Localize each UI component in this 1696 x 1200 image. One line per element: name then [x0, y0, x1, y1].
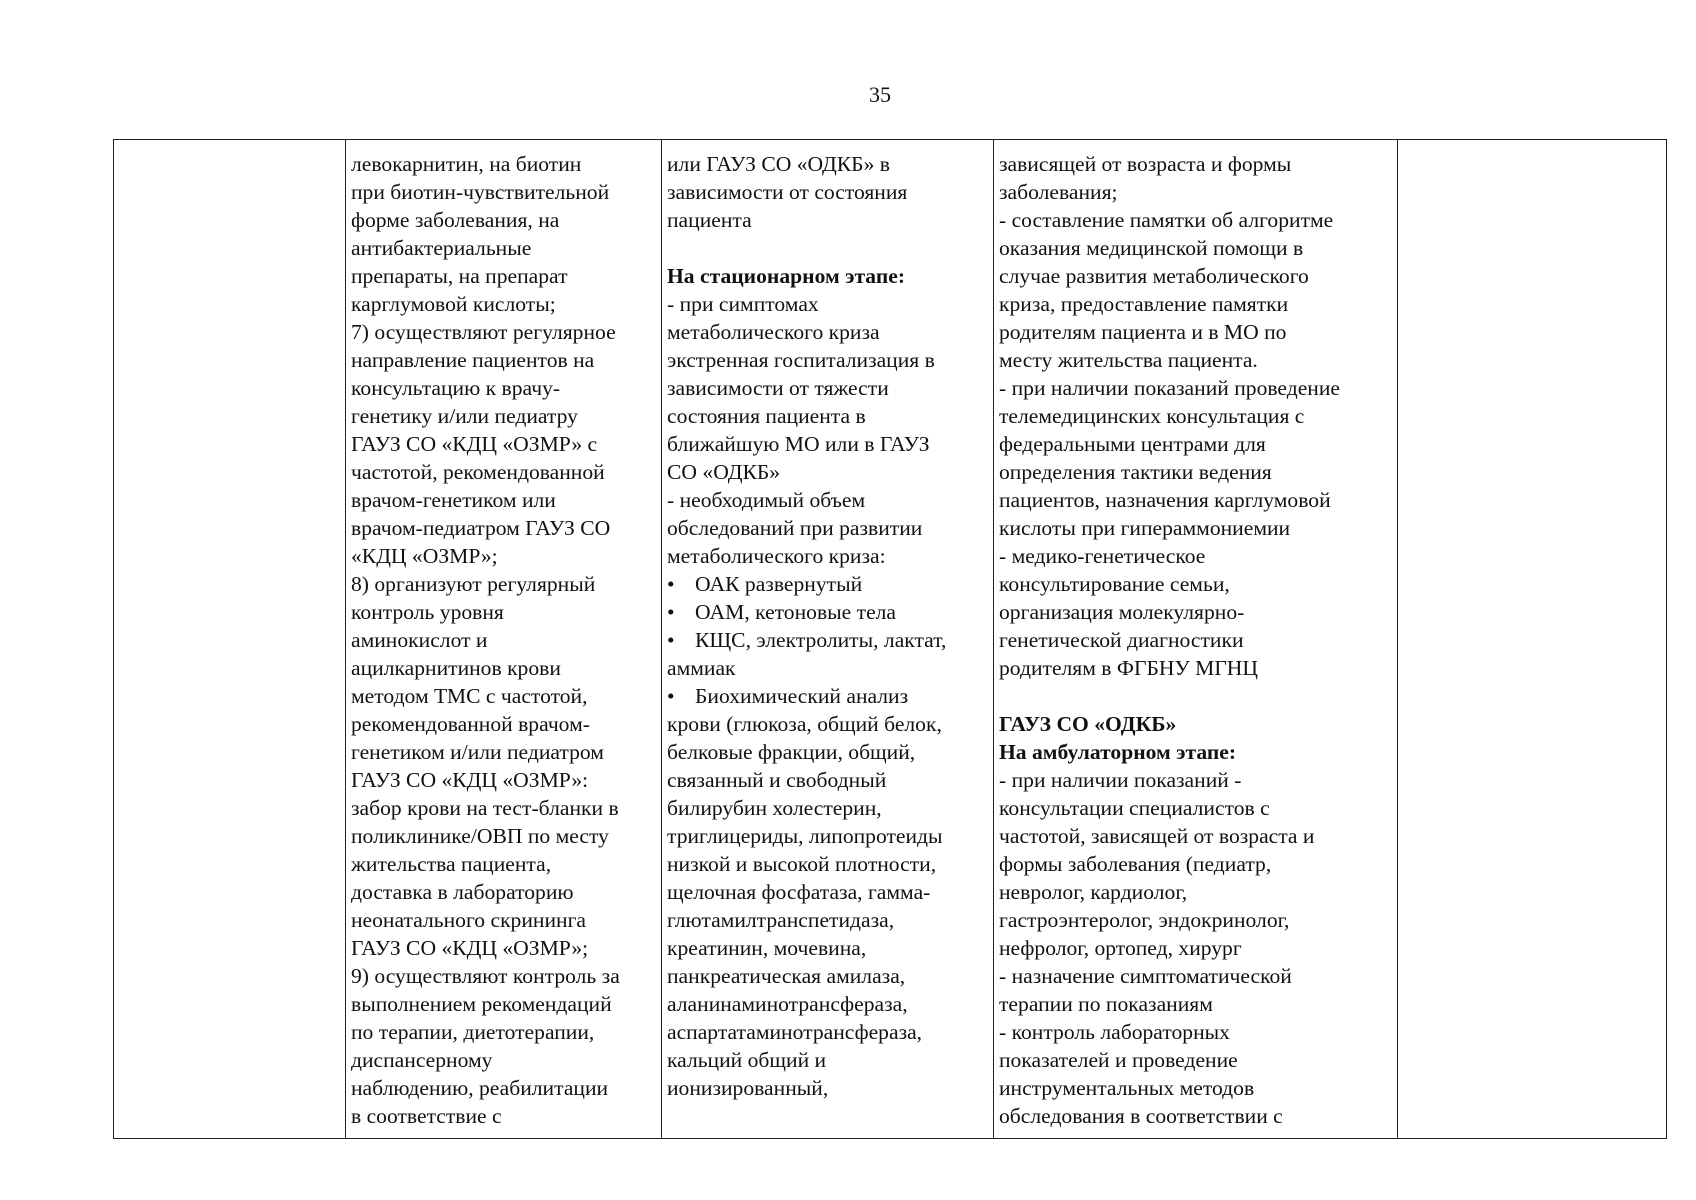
text-line: аспартатаминотрансфераза,: [667, 1020, 923, 1044]
text-line: - при симптомах: [667, 292, 819, 316]
list-item: • КЩС, электролиты, лактат,: [667, 628, 947, 652]
section-heading-odkb: ГАУЗ СО «ОДКБ»: [999, 712, 1177, 736]
text-line: направление пациентов на: [351, 348, 595, 372]
text-line: телемедицинских консультация с: [999, 404, 1305, 428]
text-line: криза, предоставление памятки: [999, 292, 1289, 316]
text-line: - медико-генетическое: [999, 544, 1206, 568]
text-line: случае развития метаболического: [999, 264, 1309, 288]
bullet-icon: •: [667, 628, 675, 652]
text-line: родителям пациента и в МО по: [999, 320, 1287, 344]
section-heading-inpatient: На стационарном этапе:: [667, 264, 906, 288]
bullet-icon: •: [667, 572, 675, 596]
text-line: ГАУЗ СО «КДЦ «ОЗМР»;: [351, 936, 589, 960]
text-line: выполнением рекомендаций: [351, 992, 612, 1016]
text-line: - назначение симптоматической: [999, 964, 1292, 988]
text-line: глютамилтранспетидаза,: [667, 908, 895, 932]
text-line: показателей и проведение: [999, 1048, 1238, 1072]
text-line: панкреатическая амилаза,: [667, 964, 906, 988]
text-line: обследования в соответствии с: [999, 1104, 1283, 1128]
text-line: «КДЦ «ОЗМР»;: [351, 544, 498, 568]
text-line: консультации специалистов с: [999, 796, 1270, 820]
text-line: метаболического криза:: [667, 544, 886, 568]
list-item: • ОАМ, кетоновые тела: [667, 600, 897, 624]
text-line: наблюдению, реабилитации: [351, 1076, 609, 1100]
text-line: связанный и свободный: [667, 768, 887, 792]
text-line: в соответствие с: [351, 1104, 502, 1128]
text-line: инструментальных методов: [999, 1076, 1255, 1100]
text-line: жительства пациента,: [351, 852, 552, 876]
text-line: консультацию к врачу-: [351, 376, 561, 400]
text-line: неонатального скрининга: [351, 908, 587, 932]
text-line: левокарнитин, на биотин: [351, 152, 582, 176]
text-line: - необходимый объем: [667, 488, 866, 512]
text-line: контроль уровня: [351, 600, 504, 624]
text-line: врачом-педиатром ГАУЗ СО: [351, 516, 611, 540]
table-cell-col1: [114, 140, 346, 1139]
text-line: аминокислот и: [351, 628, 488, 652]
text-line: щелочная фосфатаза, гамма-: [667, 880, 931, 904]
page-number: 35: [869, 82, 891, 107]
text-line: метаболического криза: [667, 320, 880, 344]
text-line: кислоты при гипераммониемии: [999, 516, 1291, 540]
table-cell-col5: [1398, 140, 1667, 1139]
text-line: ГАУЗ СО «КДЦ «ОЗМР»:: [351, 768, 589, 792]
text-line: билирубин холестерин,: [667, 796, 882, 820]
text-line: - составление памятки об алгоритме: [999, 208, 1334, 232]
text-line: крови (глюкоза, общий белок,: [667, 712, 942, 736]
text-line: диспансерному: [351, 1048, 493, 1072]
table-cell-col3: [662, 140, 994, 1139]
text-line: ионизированный,: [667, 1076, 829, 1100]
text-line: карглумовой кислоты;: [351, 292, 556, 316]
text-line: экстренная госпитализация в: [667, 348, 935, 372]
text-line: генетической диагностики: [999, 628, 1244, 652]
text-line: федеральными центрами для: [999, 432, 1266, 456]
document-table: [113, 139, 1667, 1139]
text-line: гастроэнтеролог, эндокринолог,: [999, 908, 1290, 932]
text-line: креатинин, мочевина,: [667, 936, 867, 960]
text-line: триглицериды, липопротеиды: [667, 824, 943, 848]
text-line: по терапии, диетотерапии,: [351, 1020, 595, 1044]
text-line: - при наличии показаний проведение: [999, 376, 1340, 400]
text-line: забор крови на тест-бланки в: [351, 796, 619, 820]
text-line: 7) осуществляют регулярное: [351, 320, 616, 344]
text-line: форме заболевания, на: [351, 208, 560, 232]
text-line: методом ТМС с частотой,: [351, 684, 588, 708]
text-line: организация молекулярно-: [999, 600, 1245, 624]
text-line: низкой и высокой плотности,: [667, 852, 937, 876]
text-line: ближайшую МО или в ГАУЗ: [667, 432, 930, 456]
text-line: заболевания;: [999, 180, 1118, 204]
text-line: 8) организуют регулярный: [351, 572, 596, 596]
text-line: препараты, на препарат: [351, 264, 568, 288]
text-line: рекомендованной врачом-: [351, 712, 590, 736]
text-line: невролог, кардиолог,: [999, 880, 1188, 904]
table-cell-col2: [346, 140, 662, 1139]
text-line: кальций общий и: [667, 1048, 827, 1072]
text-line: обследований при развитии: [667, 516, 923, 540]
list-item: • ОАК развернутый: [667, 572, 863, 596]
text-line: определения тактики ведения: [999, 460, 1272, 484]
text-line: при биотин-чувствительной: [351, 180, 610, 204]
text-line: аланинаминотрансфераза,: [667, 992, 908, 1016]
text-line: белковые фракции, общий,: [667, 740, 916, 764]
list-item: • Биохимический анализ: [667, 684, 909, 708]
text-line: пациентов, назначения карглумовой: [999, 488, 1331, 512]
text-line: частотой, зависящей от возраста и: [999, 824, 1315, 848]
text-line: врачом-генетиком или: [351, 488, 556, 512]
text-line: поликлинике/ОВП по месту: [351, 824, 609, 848]
bullet-icon: •: [667, 684, 675, 708]
text-line: - контроль лабораторных: [999, 1020, 1230, 1044]
text-line: доставка в лабораторию: [351, 880, 574, 904]
table-cell-col4: [994, 140, 1398, 1139]
table-row: [114, 140, 1667, 1139]
text-line: зависимости от состояния: [667, 180, 908, 204]
bullet-icon: •: [667, 600, 675, 624]
text-line: формы заболевания (педиатр,: [999, 852, 1272, 876]
text-line: нефролог, ортопед, хирург: [999, 936, 1242, 960]
text-line: частотой, рекомендованной: [351, 460, 605, 484]
text-line: зависящей от возраста и формы: [999, 152, 1292, 176]
section-heading-outpatient: На амбулаторном этапе:: [999, 740, 1237, 764]
text-line: зависимости от тяжести: [667, 376, 889, 400]
text-line: или ГАУЗ СО «ОДКБ» в: [667, 152, 890, 176]
text-line: месту жительства пациента.: [999, 348, 1258, 372]
text-line: родителям в ФГБНУ МГНЦ: [999, 656, 1258, 680]
text-line: генетику и/или педиатру: [351, 404, 578, 428]
text-line: оказания медицинской помощи в: [999, 236, 1304, 260]
text-line: консультирование семьи,: [999, 572, 1230, 596]
text-line: антибактериальные: [351, 236, 532, 260]
text-line: состояния пациента в: [667, 404, 866, 428]
text-line: генетиком и/или педиатром: [351, 740, 604, 764]
text-line: СО «ОДКБ»: [667, 460, 781, 484]
text-line: ГАУЗ СО «КДЦ «ОЗМР» с: [351, 432, 598, 456]
text-line: - при наличии показаний -: [999, 768, 1242, 792]
text-line: ацилкарнитинов крови: [351, 656, 561, 680]
text-line: пациента: [667, 208, 752, 232]
text-line: терапии по показаниям: [999, 992, 1213, 1016]
text-line: 9) осуществляют контроль за: [351, 964, 620, 988]
list-item-continuation: аммиак: [667, 656, 736, 680]
